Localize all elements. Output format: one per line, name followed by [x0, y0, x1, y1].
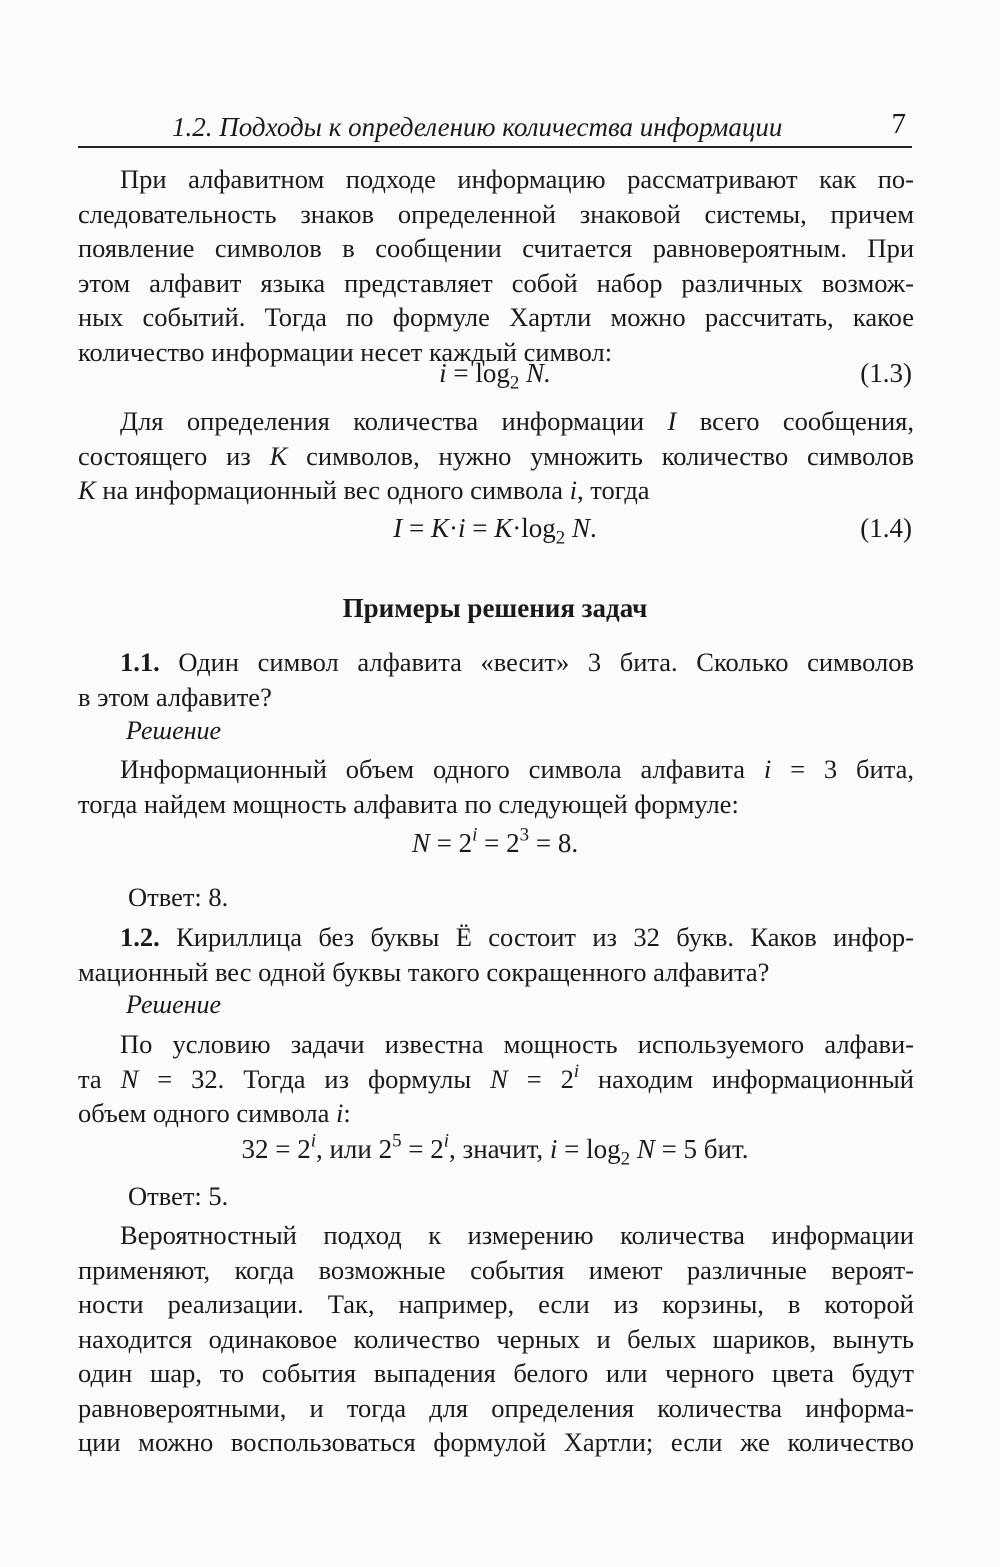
text-line: 1.2. Кириллица без буквы Ё состоит из 32 букв. Каков инфор-: [120, 922, 914, 952]
text-line: та N = 32. Тогда из формулы $N = 2^i$ находим информационный: [78, 1060, 914, 1094]
text-line: применяют, когда возможные события имеют различные вероят-: [78, 1254, 914, 1285]
text-line: Для определения количества информации I всего сообщения,: [120, 406, 914, 436]
answer-1-2: Ответ: 5.: [128, 1181, 229, 1211]
text-line: По условию задачи известна мощность используемого алфави-: [120, 1029, 914, 1059]
solution-label: Решение: [126, 716, 222, 745]
text-line: ности реализации. Так, например, если из корзины, в которой: [78, 1289, 914, 1319]
section-title: Примеры решения задач: [342, 593, 648, 623]
text-line: ных событий. Тогда по формуле Хартли можно рассчитать, какое: [78, 302, 914, 332]
text-line: в этом алфавите?: [78, 681, 272, 712]
task-number: 1.1.: [120, 647, 160, 677]
text-line: состоящего из K символов, нужно умножить количество символов: [78, 440, 914, 471]
formula-expression: $I = K\cdot i = K\cdot\log_2$ N.: [393, 513, 597, 549]
running-title: 1.2. Подходы к определению количества информации: [172, 112, 783, 142]
text-line: ции можно воспользоваться формулой Хартли; если же количество: [78, 1427, 914, 1457]
task-1-1-solution: [78, 752, 914, 821]
text-line: Вероятностный подход к измерению количества информации: [120, 1220, 914, 1250]
paragraph-alphabetic-approach: [78, 162, 914, 369]
running-header: [78, 106, 912, 148]
task-number: 1.2.: [120, 922, 160, 952]
formula-task-1-1: [78, 824, 912, 864]
solution-label: Решение: [126, 990, 222, 1019]
formula-expression: $32 = 2^i$, или $2^5 = 2^i$, значит, $i = \log_2 N = 5$ бит.: [241, 1130, 749, 1170]
text-line: мационный вес одной буквы такого сокращенного алфавита?: [78, 956, 770, 987]
text-line: один шар, то события выпадения белого или черного цвета будут: [78, 1358, 914, 1388]
text-line: тогда найдем мощность алфавита по следующей формуле:: [78, 788, 739, 819]
text-line: появление символов в сообщении считается равновероятным. При: [78, 233, 914, 263]
text-line: объем одного символа i:: [78, 1098, 351, 1128]
paragraph-probabilistic-approach: [78, 1218, 914, 1460]
text-line: количество информации несет каждый символ:: [78, 336, 613, 367]
formula-1-4: [78, 513, 912, 549]
text-line: равновероятными, и тогда для определения количества информа-: [78, 1392, 914, 1423]
text-line: Информационный объем одного символа алфавита i = 3 бита,: [120, 754, 914, 784]
text-line: следовательность знаков определенной знаковой системы, причем: [78, 198, 914, 229]
text-line: находится одинаковое количество черных и белых шариков, вынуть: [78, 1323, 914, 1354]
task-1-1: [78, 645, 914, 714]
formula-task-1-2: [78, 1130, 912, 1170]
formula-expression: $N = 2^i = 2^3 = 8$.: [411, 824, 579, 858]
text-line: этом алфавит языка представляет собой набор различных возмож-: [78, 267, 914, 298]
formula-1-3: [78, 358, 912, 394]
task-1-2: [78, 920, 914, 989]
paragraph-message-information: [78, 404, 914, 508]
text-line: K на информационный вес одного символа i, тогда: [78, 475, 650, 505]
answer-1-1: Ответ: 8.: [128, 882, 229, 912]
formula-number: (1.3): [860, 358, 912, 388]
formula-expression: $i = \log_2 N$.: [439, 358, 551, 394]
page-number: 7: [891, 108, 906, 140]
task-1-2-solution: [78, 1027, 914, 1131]
text-line: При алфавитном подходе информацию рассматривают как по-: [120, 164, 914, 194]
text-line: 1.1. Один символ алфавита «весит» 3 бита. Сколько символов: [120, 647, 914, 677]
formula-number: (1.4): [860, 513, 912, 543]
